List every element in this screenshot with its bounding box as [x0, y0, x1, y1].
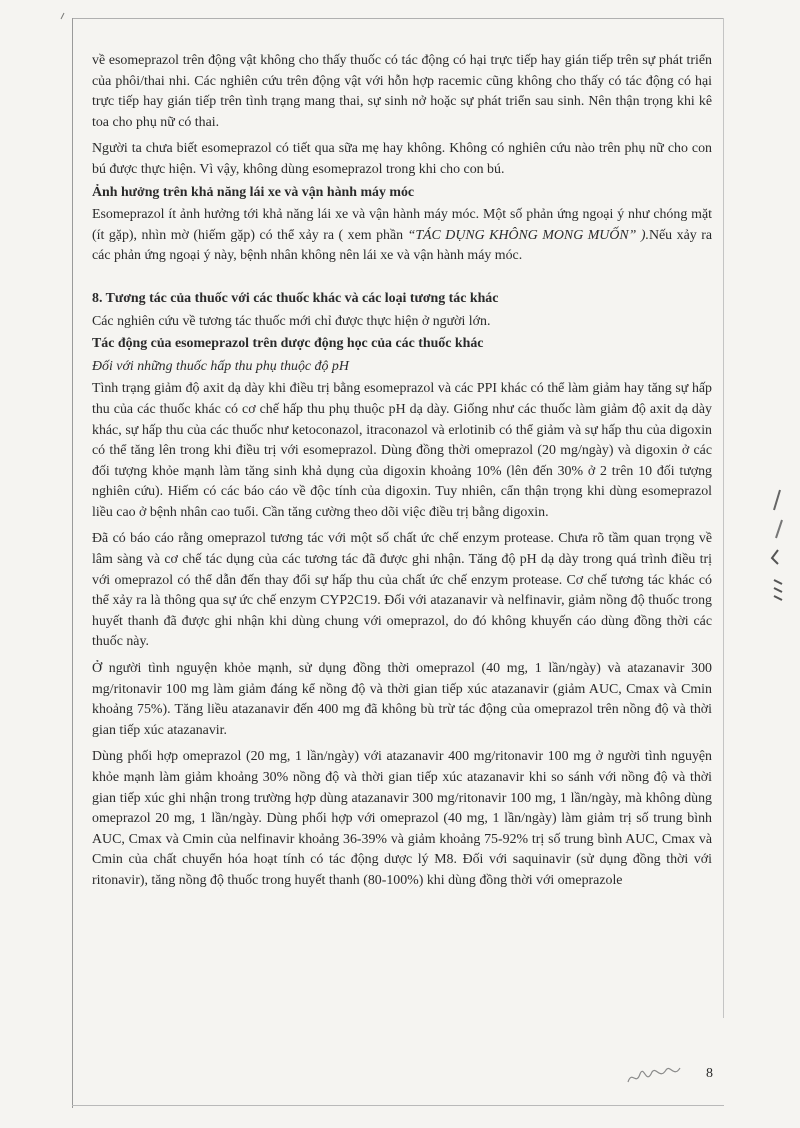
page-number: 8 — [706, 1066, 713, 1081]
subheading-ph-dependent: Đối với những thuốc hấp thu phụ thuộc độ pH — [92, 358, 349, 374]
corner-mark-icon — [60, 12, 68, 20]
side-stamp-mark-icon — [752, 480, 792, 630]
paragraph-breastfeeding: Người ta chưa biết esomeprazol có tiết qua sữa mẹ hay không. Không có nghiên cứu nào trên phụ nữ cho con bú được thực hiện. Vì vậy, không dùng esomeprazol trong khi cho con bú. — [92, 141, 712, 177]
paragraph-interaction-studies: Các nghiên cứu về tương tác thuốc mới chỉ được thực hiện ở người lớn. — [92, 313, 491, 329]
driving-text-italic-ref: “TÁC DỤNG KHÔNG MONG MUỐN” ). — [407, 227, 649, 243]
paragraph-protease-inhibitors: Đã có báo cáo rằng omeprazol tương tác với một số chất ức chế enzym protease. Chưa rõ tầm quan trọng về lâm sàng và cơ chế tác dụng của các tương tác đã được ghi nhận. Tăng độ pH dạ dày trong quá trình điều trị với omeprazol có thể dẫn đến thay đổi sự hấp thu của chất ức chế enzym protease. Cơ chế tương tác khác có thể xảy ra là thông qua sự ức chế enzym CYP2C19. Đối với atazanavir và nelfinavir, giảm nồng độ thuốc trong huyết thanh đã được ghi nhận khi dùng chung với omeprazol, do đó không khuyến cáo dùng đồng thời các thuốc này. — [92, 531, 712, 650]
page-border-left — [72, 18, 73, 1108]
handwritten-initials-icon — [620, 1056, 700, 1092]
driving-text-pre: Esomeprazol ít ảnh hưởng tới khả năng lái xe và vận hành máy móc. Một số phản ứng ngoại ý như chóng mặt (ít gặp), nhìn mờ (hiếm gặp) có thể xảy ra ( xem phần — [92, 207, 712, 243]
heading-pharmacokinetics-effect: Tác động của esomeprazol trên dược động học của các thuốc khác — [92, 336, 484, 352]
heading-driving: Ảnh hưởng trên khả năng lái xe và vận hành máy móc — [92, 184, 415, 200]
paragraph-atazanavir-40mg: Ở người tình nguyện khỏe mạnh, sử dụng đồng thời omeprazol (40 mg, 1 lần/ngày) và atazanavir 300 mg/ritonavir 100 mg làm giảm đáng kể nồng độ và thời gian tiếp xúc atazanavir (giảm AUC, Cmax và Cmin khoảng 75%). Tăng liều atazanavir đến 400 mg đã không bù trừ tác động của omeprazol trên nồng độ và thời gian tiếp xúc atazanavir. — [92, 661, 712, 738]
paragraph-ph-absorption: Tình trạng giảm độ axit dạ dày khi điều trị bằng esomeprazol và các PPI khác có thể làm giảm hay tăng sự hấp thu của các thuốc khác có cơ chế hấp thu phụ thuộc pH dạ dày. Giống như các thuốc làm giảm độ axit dạ dày khác, sự hấp thu của các thuốc như ketoconazol, itraconazol và erlotinib có thể giảm và sự hấp thu của digoxin có thể tăng lên trong khi điều trị với esomeprazol. Dùng đồng thời omeprazol (20 mg/ngày) và digoxin ở các đối tượng khỏe mạnh làm tăng sinh khả dụng của digoxin khoảng 10% (lên đến 30% ở 2 trên 10 đối tượng nghiên cứu). Hiếm có các báo cáo về độc tính của digoxin. Tuy nhiên, cẩn thận trọng khi dùng esomeprazol liều cao ở bệnh nhân cao tuổi. Cần tăng cường theo dõi việc điều trị bằng digoxin. — [92, 381, 712, 520]
heading-section-8-interactions: 8. Tương tác của thuốc với các thuốc khác và các loại tương tác khác — [92, 290, 499, 306]
page-border-top — [72, 18, 724, 19]
paragraph-pregnancy-animal: về esomeprazol trên động vật không cho thấy thuốc có tác động có hại trực tiếp hay gián tiếp trên sự phát triển của phôi/thai nhi. Các nghiên cứu trên động vật với hỗn hợp racemic cũng không cho thấy có tác động có hại trực tiếp hay gián tiếp trên tình trạng mang thai, sự sinh nở hoặc sự phát triển sau sinh. Nên thận trọng khi kê toa cho phụ nữ có thai. — [92, 53, 712, 130]
driving-text-post: Nếu xảy ra các phản ứng ngoại ý này, bệnh nhân không nên lái xe và vận hành máy móc. — [92, 227, 713, 264]
document-body — [92, 51, 712, 894]
paragraph-driving — [92, 205, 712, 267]
paragraph-atazanavir-20mg: Dùng phối hợp omeprazol (20 mg, 1 lần/ngày) với atazanavir 400 mg/ritonavir 100 mg ở người tình nguyện khỏe mạnh làm giảm khoảng 30% nồng độ và thời gian tiếp xúc atazanavir khi so sánh với nồng độ và thời gian tiếp xúc ghi nhận trong trường hợp dùng atazanavir 300 mg/ritonavir 100 mg, 1 lần/ngày, mà không dùng omeprazol 20 mg, 1 lần/ngày. Dùng phối hợp với omeprazol (40 mg, 1 lần/ngày) làm giảm trị số trung bình AUC, Cmax và Cmin của nelfinavir khoảng 36-39% và giảm khoảng 75-92% trị số trung bình AUC, Cmax và Cmin của chất chuyển hóa hoạt tính có tác động dược lý M8. Đối với saquinavir (sử dụng đồng thời với ritonavir), tăng nồng độ thuốc trong huyết thanh (80-100%) khi dùng đồng thời với omeprazole — [92, 749, 712, 888]
page-border-right — [723, 18, 724, 1018]
page-border-bottom — [72, 1105, 724, 1106]
